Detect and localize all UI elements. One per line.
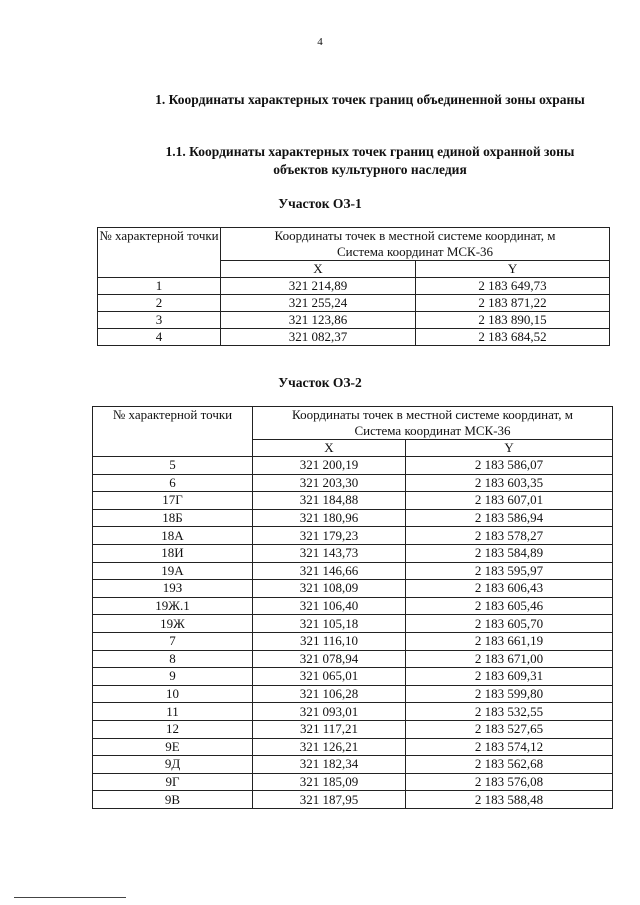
- cell-point-number: 1: [98, 278, 221, 295]
- section-title-oz2: Участок ОЗ-2: [278, 375, 362, 390]
- cell-point-number: 10: [93, 685, 253, 703]
- table-row: [98, 312, 610, 329]
- header-x: X: [221, 261, 416, 278]
- cell-x: 321 078,94: [253, 650, 406, 668]
- table-row: [93, 738, 613, 756]
- header-coordinates: [221, 228, 610, 261]
- cell-x: 321 116,10: [253, 632, 406, 650]
- cell-point-number: 9Г: [93, 773, 253, 791]
- table-row: [93, 791, 613, 809]
- cell-point-number: 9Д: [93, 756, 253, 774]
- cell-point-number: 18Б: [93, 509, 253, 527]
- heading-1-1: 1.1. Координаты характерных точек границ единой охранной зоны объектов культурного наследия: [165, 144, 575, 177]
- cell-point-number: 19З: [93, 580, 253, 598]
- cell-x: 321 203,30: [253, 474, 406, 492]
- table-row: [93, 703, 613, 721]
- header-y: Y: [416, 261, 610, 278]
- cell-y: 2 183 609,31: [406, 668, 613, 686]
- cell-point-number: 9Е: [93, 738, 253, 756]
- cell-y: 2 183 603,35: [406, 474, 613, 492]
- cell-point-number: 19Ж.1: [93, 597, 253, 615]
- cell-point-number: 4: [98, 329, 221, 346]
- cell-point-number: 12: [93, 720, 253, 738]
- cell-x: 321 179,23: [253, 527, 406, 545]
- table-row: [98, 295, 610, 312]
- cell-y: 2 183 605,70: [406, 615, 613, 633]
- table-row: [93, 457, 613, 475]
- table-row: [93, 492, 613, 510]
- cell-y: 2 183 574,12: [406, 738, 613, 756]
- cell-point-number: 18И: [93, 544, 253, 562]
- cell-x: 321 106,40: [253, 597, 406, 615]
- cell-x: 321 065,01: [253, 668, 406, 686]
- cell-point-number: 2: [98, 295, 221, 312]
- cell-x: 321 182,34: [253, 756, 406, 774]
- cell-x: 321 117,21: [253, 720, 406, 738]
- header-point-number: № характерной точки: [98, 228, 221, 278]
- cell-y: 2 183 661,19: [406, 632, 613, 650]
- cell-y: 2 183 576,08: [406, 773, 613, 791]
- cell-x: 321 187,95: [253, 791, 406, 809]
- cell-x: 321 123,86: [221, 312, 416, 329]
- header-x: X: [253, 440, 406, 457]
- cell-y: 2 183 586,94: [406, 509, 613, 527]
- cell-y: 2 183 671,00: [406, 650, 613, 668]
- table-row: [93, 720, 613, 738]
- header-coordinates-line1: Координаты точек в местной системе координат, м: [274, 228, 556, 243]
- cell-y: 2 183 584,89: [406, 544, 613, 562]
- cell-point-number: 8: [93, 650, 253, 668]
- cell-y: 2 183 562,68: [406, 756, 613, 774]
- cell-point-number: 19Ж: [93, 615, 253, 633]
- table-row: [93, 668, 613, 686]
- cell-y: 2 183 605,46: [406, 597, 613, 615]
- header-y: Y: [406, 440, 613, 457]
- page-number: 4: [317, 36, 323, 48]
- cell-y: 2 183 871,22: [416, 295, 610, 312]
- section-title-oz1: Участок ОЗ-1: [278, 196, 362, 211]
- cell-point-number: 7: [93, 632, 253, 650]
- cell-y: 2 183 588,48: [406, 791, 613, 809]
- table-row: [93, 632, 613, 650]
- cell-x: 321 106,28: [253, 685, 406, 703]
- cell-y: 2 183 532,55: [406, 703, 613, 721]
- cell-point-number: 18А: [93, 527, 253, 545]
- cell-y: 2 183 684,52: [416, 329, 610, 346]
- table-row: [93, 650, 613, 668]
- heading-1: 1. Координаты характерных точек границ объединенной зоны охраны: [155, 92, 585, 107]
- cell-point-number: 5: [93, 457, 253, 475]
- header-point-number: № характерной точки: [93, 407, 253, 457]
- coordinates-table-oz2: [92, 406, 613, 809]
- table-row: [93, 615, 613, 633]
- cell-x: 321 108,09: [253, 580, 406, 598]
- cell-y: 2 183 607,01: [406, 492, 613, 510]
- header-coordinates-line1: Координаты точек в местной системе координат, м: [292, 407, 573, 422]
- cell-x: 321 214,89: [221, 278, 416, 295]
- cell-y: 2 183 586,07: [406, 457, 613, 475]
- cell-point-number: 9: [93, 668, 253, 686]
- cell-y: 2 183 595,97: [406, 562, 613, 580]
- cell-x: 321 105,18: [253, 615, 406, 633]
- cell-x: 321 082,37: [221, 329, 416, 346]
- cell-y: 2 183 606,43: [406, 580, 613, 598]
- footnote-divider: [14, 897, 126, 898]
- cell-x: 321 143,73: [253, 544, 406, 562]
- table-row: [93, 509, 613, 527]
- table-row: [93, 562, 613, 580]
- table-row: [98, 278, 610, 295]
- cell-x: 321 185,09: [253, 773, 406, 791]
- cell-point-number: 9В: [93, 791, 253, 809]
- table-row: [98, 329, 610, 346]
- cell-point-number: 6: [93, 474, 253, 492]
- cell-y: 2 183 527,65: [406, 720, 613, 738]
- table-row: [93, 527, 613, 545]
- table-row: [93, 544, 613, 562]
- table-row: [93, 685, 613, 703]
- cell-y: 2 183 890,15: [416, 312, 610, 329]
- cell-x: 321 184,88: [253, 492, 406, 510]
- cell-y: 2 183 649,73: [416, 278, 610, 295]
- header-coordinates-line2: Система координат МСК-36: [336, 244, 494, 259]
- table-row: [93, 773, 613, 791]
- coordinates-table-oz1: [97, 227, 610, 346]
- table-row: [93, 597, 613, 615]
- cell-point-number: 3: [98, 312, 221, 329]
- table-row: [93, 756, 613, 774]
- cell-point-number: 11: [93, 703, 253, 721]
- cell-x: 321 146,66: [253, 562, 406, 580]
- cell-point-number: 17Г: [93, 492, 253, 510]
- cell-y: 2 183 599,80: [406, 685, 613, 703]
- table-row: [93, 474, 613, 492]
- cell-x: 321 180,96: [253, 509, 406, 527]
- cell-x: 321 255,24: [221, 295, 416, 312]
- header-coordinates-line2: Система координат МСК-36: [354, 423, 511, 438]
- cell-y: 2 183 578,27: [406, 527, 613, 545]
- cell-x: 321 200,19: [253, 457, 406, 475]
- cell-x: 321 126,21: [253, 738, 406, 756]
- table-row: [93, 580, 613, 598]
- cell-point-number: 19А: [93, 562, 253, 580]
- header-coordinates: [253, 407, 613, 440]
- cell-x: 321 093,01: [253, 703, 406, 721]
